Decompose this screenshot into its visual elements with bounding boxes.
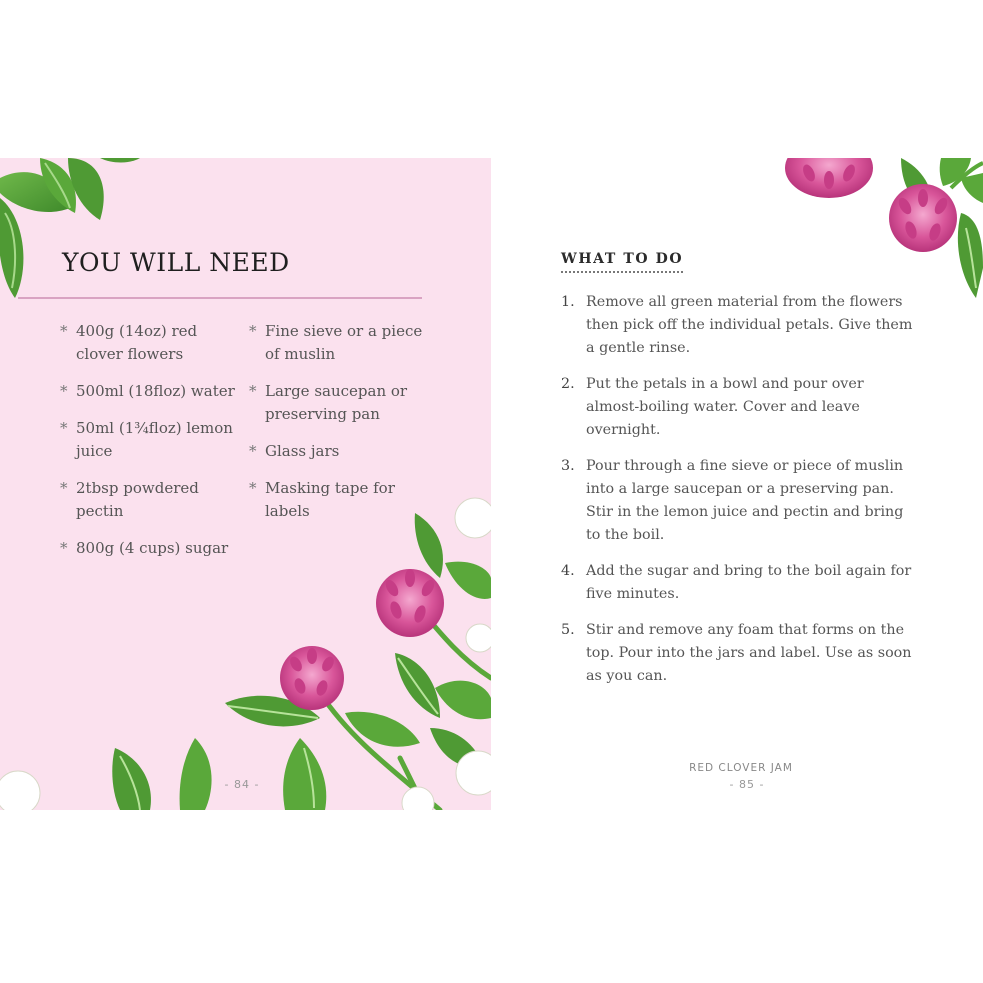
step-number: 1.: [561, 294, 575, 310]
ingredients-list: [60, 320, 240, 574]
list-item: 3. Pour through a fine sieve or piece of muslin into a large saucepan or a preserving pan. Stir in the lemon juice and pectin and bring to the boil.: [561, 455, 921, 547]
bullet-asterisk: *: [60, 322, 68, 340]
list-item: * 800g (4 cups) sugar: [60, 537, 240, 560]
bullet-asterisk: *: [249, 479, 257, 497]
leaf-cluster-top-right: [901, 158, 983, 298]
left-page: [0, 158, 491, 810]
list-item: 5. Stir and remove any foam that forms on the top. Pour into the jars and label. Use as soon as you can.: [561, 619, 921, 688]
clover-stems: [320, 603, 491, 810]
bullet-asterisk: *: [60, 539, 68, 557]
page-number-left: - 84 -: [224, 778, 260, 791]
step-number: 4.: [561, 563, 575, 579]
list-item: 1. Remove all green material from the flowers then pick off the individual petals. Give them a gentle rinse.: [561, 291, 921, 360]
bullet-asterisk: *: [60, 479, 68, 497]
page-number-right: - 85 -: [729, 778, 765, 791]
list-item: * Large saucepan or preserving pan: [249, 382, 408, 423]
bullet-asterisk: *: [249, 322, 257, 340]
step-number: 2.: [561, 376, 575, 392]
you-will-need-heading: YOU WILL NEED: [62, 248, 290, 277]
list-item: * 50ml (1¾floz) lemon juice: [60, 419, 233, 460]
list-item: * Glass jars: [249, 440, 424, 463]
list-item: * Masking tape for labels: [249, 479, 395, 520]
bullet-asterisk: *: [60, 382, 68, 400]
what-to-do-heading: WHAT TO DO: [561, 251, 683, 273]
clover-flower-top-right: [889, 184, 957, 252]
leaf-cluster-bottom-left: [112, 738, 211, 810]
list-item: * 400g (14oz) red clover flowers: [60, 322, 198, 363]
list-item: * 500ml (18floz) water: [60, 380, 240, 403]
heading-rule: [18, 297, 422, 299]
clover-flower-upper: [376, 569, 444, 637]
clover-flower-lower: [280, 646, 344, 710]
method-steps: [561, 291, 921, 701]
equipment-list: [249, 320, 424, 537]
leaf-cluster-top-left: [0, 158, 140, 298]
list-item: 4. Add the sugar and bring to the boil again for five minutes.: [561, 560, 921, 606]
book-spread: [0, 158, 983, 810]
list-item: * Fine sieve or a piece of muslin: [249, 322, 423, 363]
list-item: 2. Put the petals in a bowl and pour over almost-boiling water. Cover and leave overnight.: [561, 373, 921, 442]
bullet-asterisk: *: [249, 442, 257, 460]
step-number: 5.: [561, 622, 575, 638]
leaf-cluster-bottom-right: [225, 513, 491, 810]
running-title: RED CLOVER JAM: [689, 762, 793, 774]
right-page: [491, 158, 983, 810]
bullet-asterisk: *: [60, 419, 68, 437]
bullet-asterisk: *: [249, 382, 257, 400]
clover-flower-top-center: [785, 158, 873, 198]
list-item: * 2tbsp powdered pectin: [60, 479, 199, 520]
step-number: 3.: [561, 458, 575, 474]
